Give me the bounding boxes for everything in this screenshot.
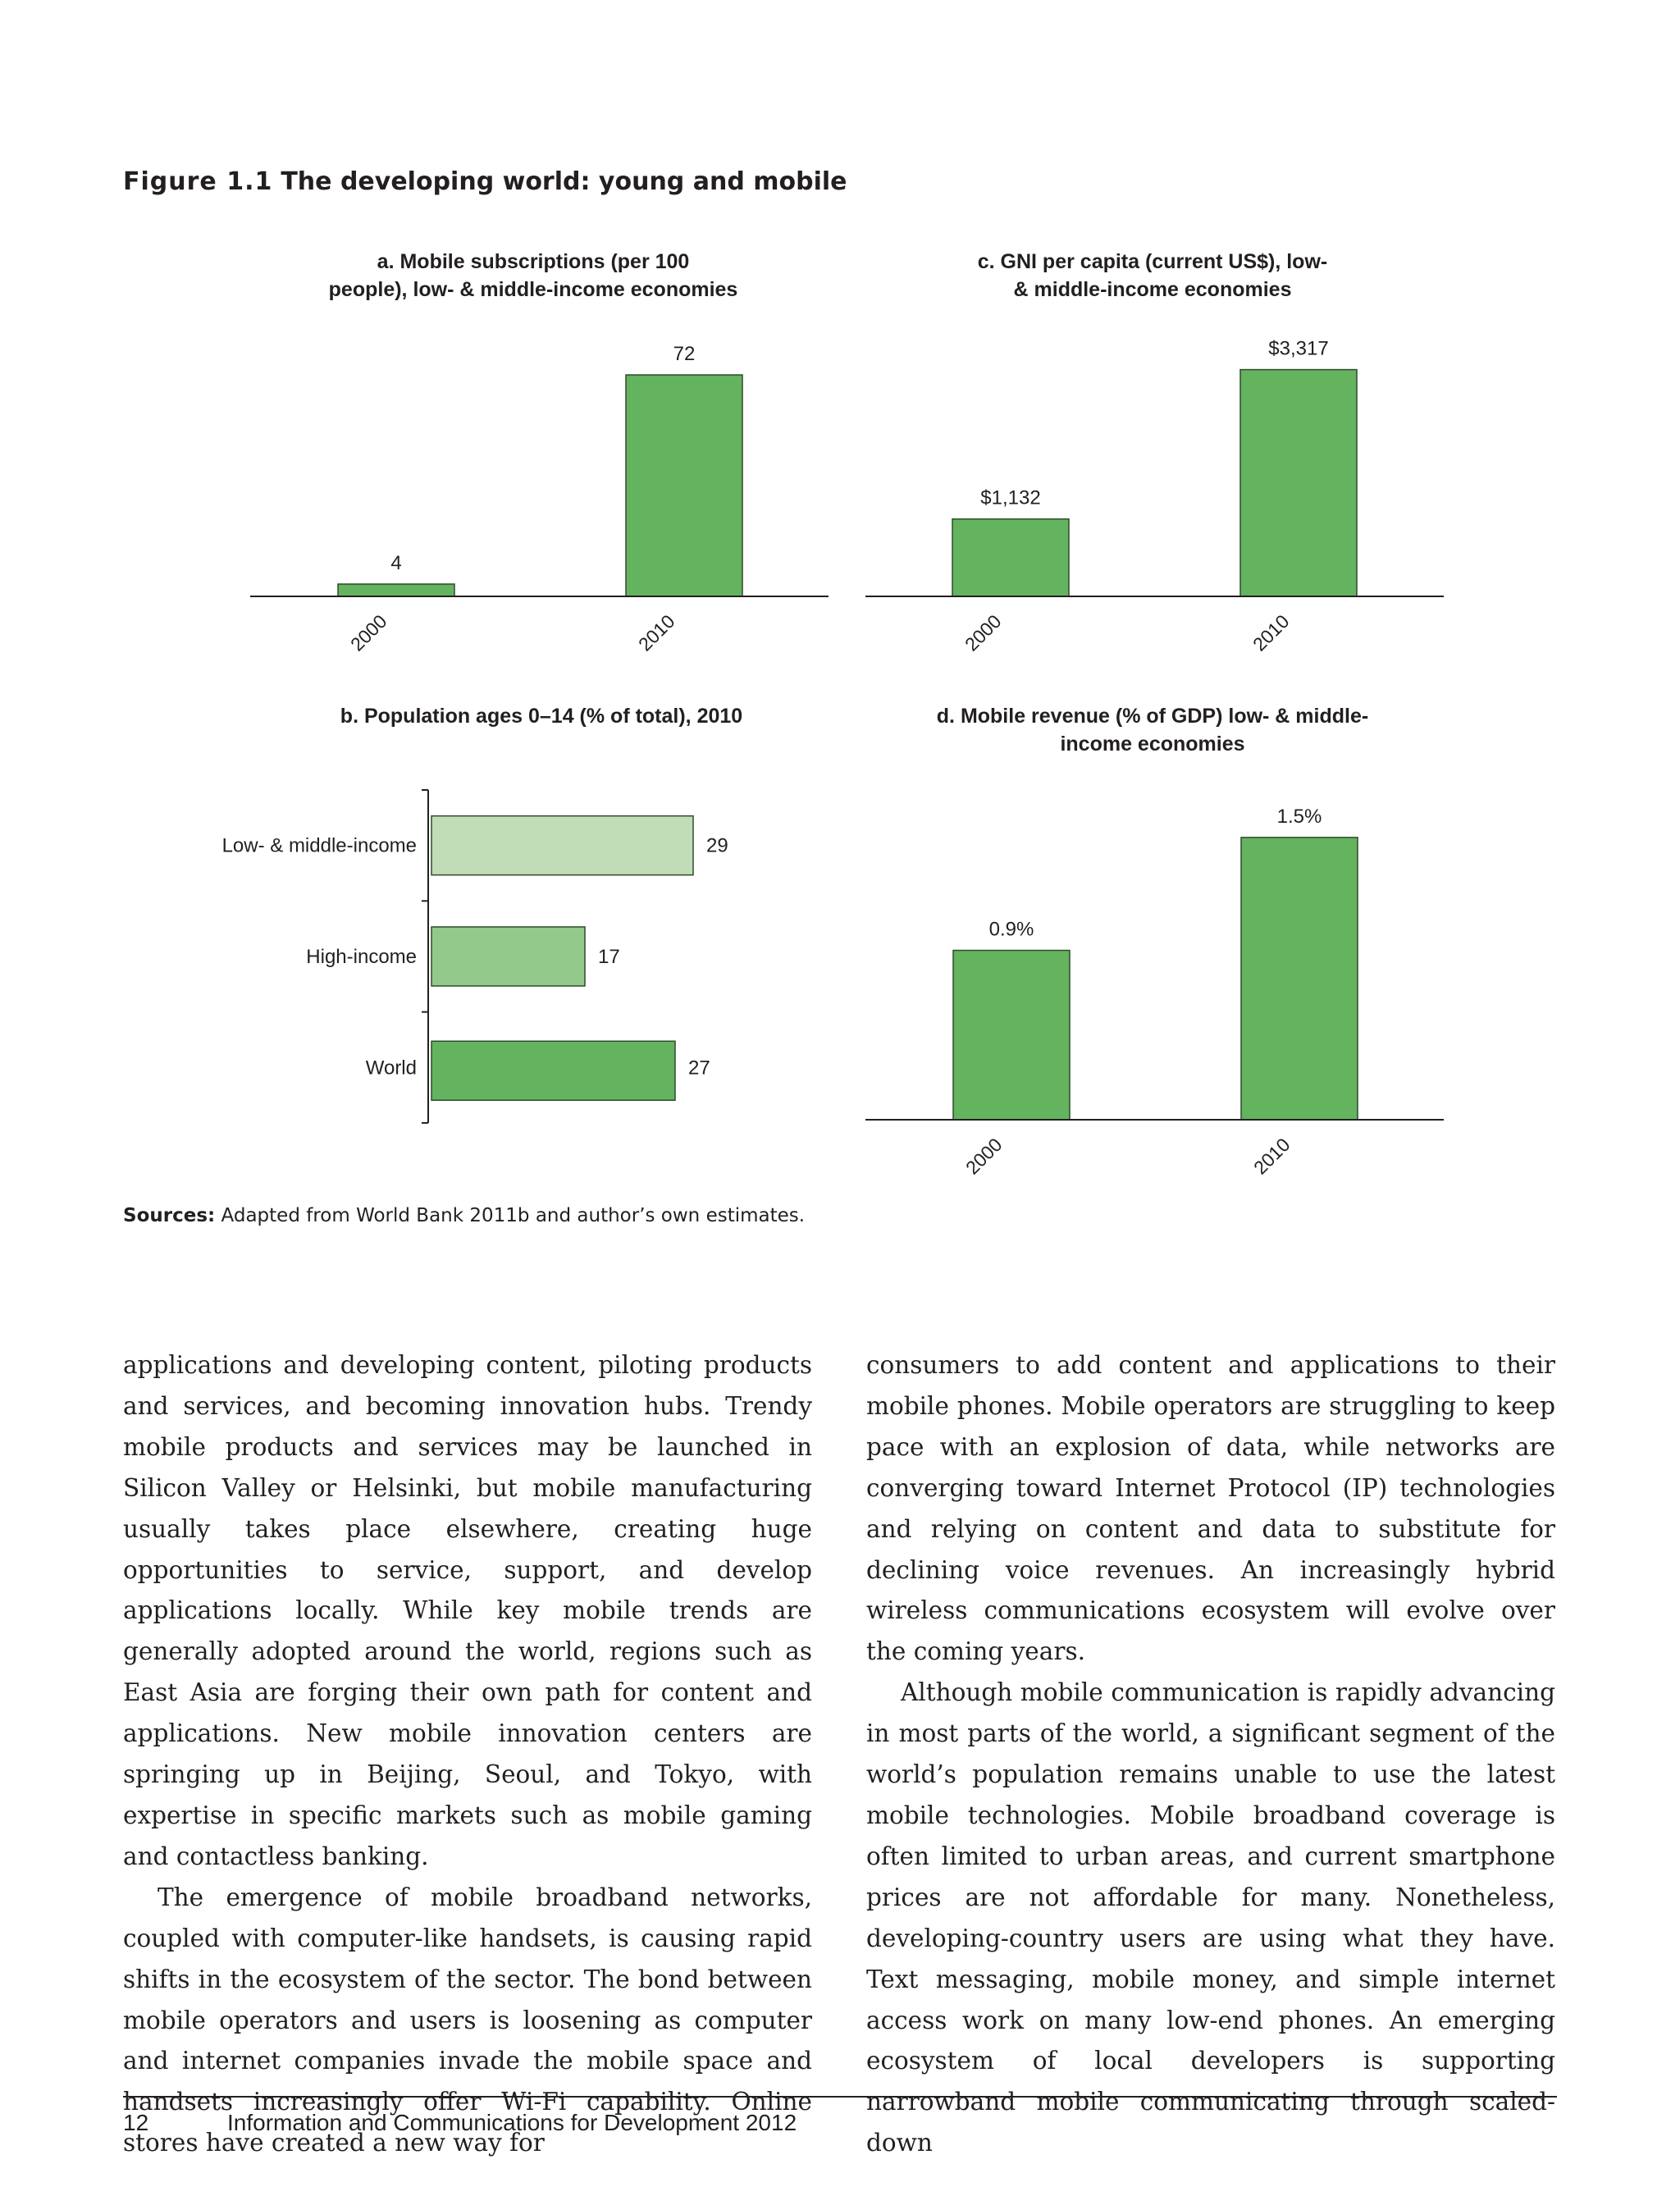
chart-a-title-line-2: people), low- & middle-income economies [328, 278, 738, 301]
chart-a-title [254, 248, 812, 304]
chart-d-value-label: 1.5% [1276, 805, 1322, 828]
body-paragraph: The emergence of mobile broadband networks, coupled with computer-like handsets, is causing rapid shifts in the ecosystem of the sector. The bond between mobile operators and users is loosening as computer and internet companies invade the mobile space and handsets increasingly offer Wi-Fi capability. Online stores have created a new way for [123, 1883, 812, 2157]
sources-label: Sources: [123, 1205, 216, 1226]
sources-text: Adapted from World Bank 2011b and author’s own estimates. [221, 1205, 806, 1226]
body-paragraph: applications and developing content, piloting products and services, and becoming innovation hubs. Trendy mobile products and services may be launched in Silicon Valley or Helsinki, but mobile manufacturing usually takes place elsewhere, creating huge opportunities to service, support, and develop applications locally. While key mobile trends are generally adopted around the world, regions such as East Asia are forging their own path for content and applications. New mobile innovation centers are springing up in Beijing, Seoul, and Tokyo, with expertise in specific markets such as mobile gaming and contactless banking. [123, 1351, 812, 1870]
chart-a-value-label: 72 [673, 343, 696, 365]
chart-c-title [870, 248, 1436, 304]
chart-b-title [271, 702, 812, 730]
chart-b-population-ages [189, 783, 812, 1128]
chart-d-tick-label: 2010 [1249, 1134, 1294, 1179]
chart-d-title-line-1: d. Mobile revenue (% of GDP) low- & middle- [936, 705, 1369, 728]
chart-d-title [870, 702, 1436, 758]
footer-rule [123, 2096, 1557, 2098]
chart-b-value-label: 27 [688, 1057, 710, 1080]
chart-c-title-line-1: c. GNI per capita (current US$), low- [977, 250, 1328, 273]
figure-label: Figure 1.1 [123, 167, 273, 196]
body-paragraph: Although mobile communication is rapidly advancing in most parts of the world, a significant segment of the world’s population remains unable to use the latest mobile technologies. Mobile broadband coverage is often limited to urban areas, and current smartphone prices are not affordable for many. Nonetheless, developing-country users are using what they have. Text messaging, mobile money, and simple internet access work on many low-end phones. An emerging ecosystem of local developers is supporting narrowband mobile communicating through scaled-down [866, 1678, 1555, 2157]
figure-title [123, 167, 847, 196]
body-column-left [123, 1345, 812, 2164]
chart-a-mobile-subscriptions [250, 328, 833, 673]
chart-b-category-label: High-income [306, 945, 417, 968]
chart-b-value-label: 29 [706, 834, 728, 857]
chart-d-bar [953, 951, 1070, 1120]
chart-a-bar [626, 375, 742, 596]
chart-a-value-label: 4 [390, 552, 402, 574]
page-number: 12 [123, 2110, 149, 2135]
chart-a-title-line-1: a. Mobile subscriptions (per 100 [377, 250, 690, 273]
chart-b-category-label: World [365, 1057, 417, 1080]
figure-title-text: The developing world: young and mobile [281, 167, 847, 196]
chart-b-bar [431, 816, 693, 875]
body-column-right [866, 1345, 1555, 2164]
chart-d-tick-label: 2000 [961, 1134, 1007, 1179]
chart-d-value-label: 0.9% [988, 918, 1034, 941]
chart-c-tick-label: 2000 [960, 610, 1006, 655]
chart-c-value-label: $3,317 [1268, 337, 1329, 360]
chart-c-value-label: $1,132 [980, 486, 1041, 509]
chart-c-bar [952, 519, 1069, 596]
chart-b-bar [431, 1041, 675, 1100]
chart-c-bar [1240, 370, 1357, 596]
chart-d-bar [1241, 838, 1358, 1120]
running-title: Information and Communications for Development 2012 [227, 2110, 797, 2135]
chart-d-title-line-2: income economies [1060, 733, 1245, 756]
chart-c-gni-per-capita [865, 328, 1448, 673]
chart-b-category-label: Low- & middle-income [221, 834, 417, 857]
figure-sources [123, 1205, 805, 1226]
chart-a-tick-label: 2010 [633, 610, 679, 655]
chart-b-value-label: 17 [598, 945, 620, 968]
body-paragraph: consumers to add content and applications to their mobile phones. Mobile operators are struggling to keep pace with an explosion of data, while networks are converging toward Internet Protocol (IP) technologies and relying on content and data to substitute for declining voice revenues. An increasingly hybrid wireless communications ecosystem will evolve over the coming years. [866, 1351, 1555, 1666]
chart-b-title-line-1: b. Population ages 0–14 (% of total), 2010 [340, 705, 743, 728]
chart-a-bar [338, 584, 454, 596]
chart-a-tick-label: 2000 [345, 610, 391, 655]
chart-b-bar [431, 927, 585, 986]
chart-c-title-line-2: & middle-income economies [1013, 278, 1292, 301]
chart-c-tick-label: 2010 [1248, 610, 1294, 655]
chart-d-mobile-revenue [865, 783, 1448, 1198]
